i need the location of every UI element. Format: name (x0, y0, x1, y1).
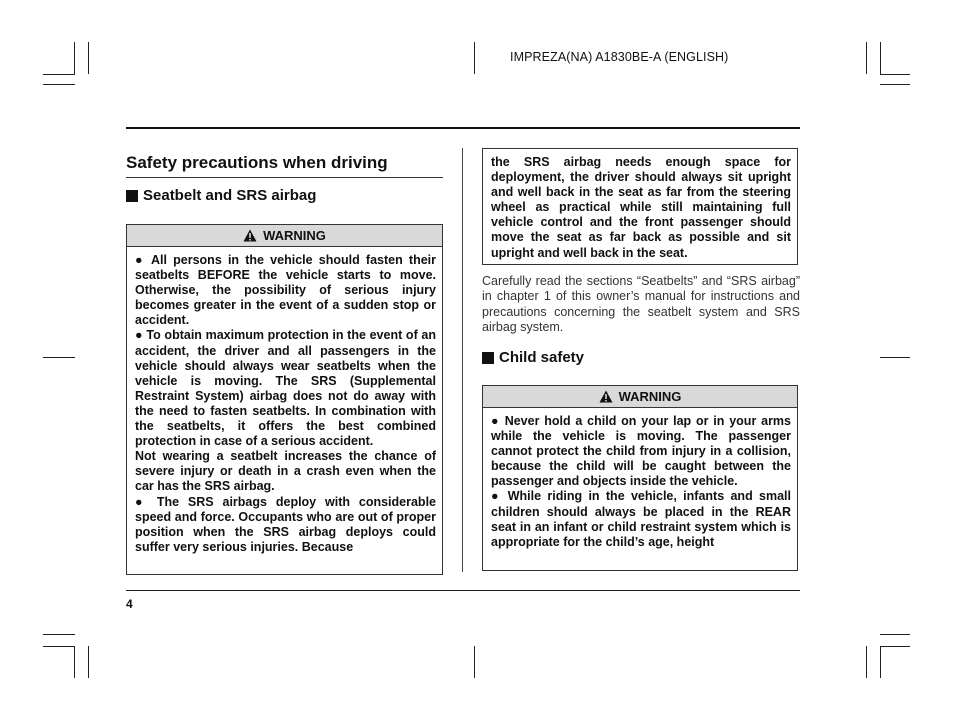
warning-triangle-icon (599, 390, 613, 403)
warning-paragraph: ● While riding in the vehicle, infants and small children should always be placed in the REAR seat in an infant or child restraint system which is appropriate for the child’s age, height (491, 489, 791, 549)
warning-body (483, 408, 797, 550)
crop-mark (880, 357, 910, 358)
crop-mark (43, 84, 75, 85)
square-bullet-icon (126, 190, 138, 202)
crop-mark (866, 42, 867, 74)
warning-box-child-safety (482, 385, 798, 571)
warning-body (483, 149, 797, 261)
warning-body (127, 247, 442, 555)
crop-mark (880, 646, 881, 678)
header-rule (126, 127, 800, 129)
warning-paragraph: ● Never hold a child on your lap or in your arms while the vehicle is moving. The passenger cannot protect the child from injury in a collision, because the child will be caught between the passenger and objects inside the vehicle. (491, 414, 791, 489)
warning-paragraph: ● The SRS airbags deploy with considerable speed and force. Occupants who are out of proper position when the SRS airbag deploys could suffer very serious injuries. Because (135, 494, 436, 554)
crop-mark (866, 646, 867, 678)
crop-mark (880, 74, 910, 75)
subheading-text: Child safety (499, 349, 585, 366)
warning-title: WARNING (618, 389, 682, 404)
warning-header (127, 225, 442, 247)
crop-mark (88, 646, 89, 678)
subheading-text: Seatbelt and SRS airbag (143, 187, 317, 204)
crop-mark (88, 42, 89, 74)
crop-mark (43, 74, 75, 75)
column-divider (462, 148, 463, 572)
body-paragraph: Carefully read the sections “Seatbelts” and “SRS airbag” in chapter 1 of this owner’s manual for instructions and precautions concerning the seatbelt system and SRS airbag system. (482, 274, 800, 334)
section-title-rule (126, 177, 443, 178)
crop-mark (74, 646, 75, 678)
crop-mark (74, 42, 75, 74)
warning-triangle-icon (243, 229, 257, 242)
square-bullet-icon (482, 352, 494, 364)
crop-mark (43, 646, 75, 647)
warning-header (483, 386, 797, 408)
crop-mark (474, 42, 475, 74)
section-title: Safety precautions when driving (126, 153, 388, 172)
crop-mark (43, 357, 75, 358)
warning-title: WARNING (263, 228, 326, 243)
crop-mark (474, 646, 475, 678)
crop-mark (880, 42, 881, 74)
subheading-child-safety (482, 349, 584, 366)
warning-paragraph: ● To obtain maximum protection in the event of an accident, the driver and all passengers in the vehicle should always wear seatbelts when the vehicle is moving. The SRS (Supplemental Restraint System) airbag does not do away with the need to fasten seatbelts. In combination with the seatbelts, it offers the best combined protection in case of a serious accident. (135, 328, 436, 449)
subheading-seatbelt (126, 187, 316, 204)
crop-mark (880, 634, 910, 635)
page-number: 4 (126, 597, 133, 611)
warning-box-seatbelt (126, 224, 443, 575)
warning-paragraph: Not wearing a seatbelt increases the chance of severe injury or death in a crash even when the car has the SRS airbag. (135, 449, 436, 494)
crop-mark (880, 646, 910, 647)
warning-box-continued (482, 148, 798, 265)
warning-paragraph: ● All persons in the vehicle should fasten their seatbelts BEFORE the vehicle starts to move. Otherwise, the possibility of serious injury becomes greater in the event of a sudden stop or accident. (135, 253, 436, 328)
crop-mark (880, 84, 910, 85)
footer-rule (126, 590, 800, 591)
warning-paragraph: the SRS airbag needs enough space for deployment, the driver should always sit upright and well back in the seat as far from the steering wheel as practical while still maintaining full vehicle control and the front passenger should move the seat as far back as possible and sit upright and well back in the seat. (491, 155, 791, 260)
crop-mark (43, 634, 75, 635)
running-head: IMPREZA(NA) A1830BE-A (ENGLISH) (510, 50, 729, 64)
